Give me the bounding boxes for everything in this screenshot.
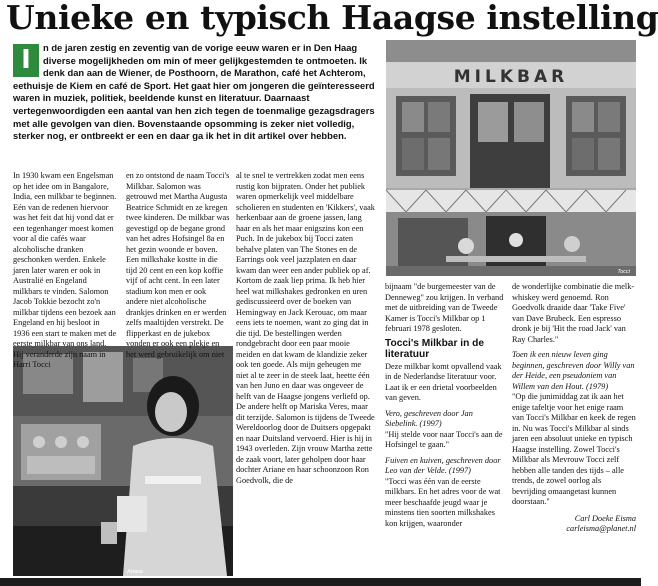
article-paragraph: al te snel te vertrekken zodat men eens rustig kon bijpraten. Onder het publiek waren opmerkelijk veel middelbare scholieren en studenten en 'Kikkers', vaak herkenbaar aan de groene jassen, lang haar en als het maar enigszins kon een Puch. In de jukebox bij Tocci zaten behalve platen van The Stones en de Earrings ook veel jazzplaten en daar kwam dan weer een ander publiek op af. Kortom de zaak liep prima. Ik heb hier heel wat milkshakes gedronken en uren gediscussieerd over de boeken van Hemingway en Jack Kerouac, om maar eens iets te noemen, want zo ging dat in die tijd. De bestellingen werden rondgebracht door een paar mooie meiden en dat kwam de klandizie zeker ook ten goede. Als mijn geheugen me niet al te zeer in de steek laat, heette één van hen Juno en daar was ongeveer de helft van de Haagse jongens verliefd op. De andere helft op Mariska Veres, maar dit terzijde. Salomon is tijdens de Tweede Wereldoorlog door de Duitsers opgepakt en naar Duitsland vervoerd. Hier is hij in 1943 overleden. Zijn vrouw Martha zette de zaak voort, later geholpen door haar dochter Ariane en haar schoonzoon Ron Goedvolk, die de — [236, 171, 375, 485]
article-column-5 — [512, 282, 636, 576]
milkbar-sign: MILKBAR — [453, 67, 569, 87]
article-paragraph: bijnaam "de burgemeester van de Denneweg" zou krijgen. In verband met de uitbreiding van de Tweede Kamer is Tocci's Milkbar op 1 februari 1978 gesloten. — [385, 282, 504, 333]
facade-illustration — [386, 40, 636, 276]
quote-text: "Hij stelde voor naar Tocci's aan de Hofsingel te gaan." — [385, 429, 503, 449]
page-bottom-rule — [0, 578, 641, 586]
intro-text: n de jaren zestig en zeventig van de vorige eeuw waren er in Den Haag diverse mogelijkheden om min of meer gelijkgestemden te ontmoeten. Ik denk dan aan de Wiener, de Posthoorn, de Marathon, café het Achterom, eethuisje de Kiem en café de Sport. Het gaat hier om jongeren die geïnteresseerd waren in muziek, politiek, beeldende kunst en literatuur. Daarnaast vertegenwoordigden een aantal van hen zich tegen de toenmalige gezagsdragers met alle gevolgen van dien. Bovenstaande opsomming is zeker niet volledig, sterker nog, er ontbreekt er een en daar ga ik het in dit artikel over hebben. — [13, 42, 375, 142]
quote-source: Fuiven en kuiven, geschreven door Leo van der Velde. (1997) — [385, 455, 501, 475]
bar-illustration — [13, 346, 233, 576]
quote-text: de wonderlijke combinatie die melk-whiskey werd genoemd. Ron Goedvolk draaide daar 'Take Five' van Dave Brubeck. Een espresso dronk je bij 'Hit the road Jack' van Ray Charles." — [512, 282, 635, 344]
intro-paragraph — [13, 42, 380, 143]
milkbar-facade-photo — [386, 40, 636, 276]
article-paragraph: en zo ontstond de naam Tocci's Milkbar. Salomon was getrouwd met Martha Augusta Beatrice Schmidt en ze kregen twee kinderen. De milkbar was gevestigd op de begane grond van het adres Hofsingel 8a en het gezin woonde er boven. Een milkshake kostte in die tijd 20 cent en een kop koffie vijf of acht cent. In een later stadium kon men er ook andere niet alcoholische drankjes drinken en er werden zelfs maaltijden verstrekt. De flipperkast en de jukebox vonden er ook een plekje en het werd gebruikelijk om niet — [126, 171, 230, 359]
article-paragraph: In 1930 kwam een Engelsman op het idee om in Bangalore, India, een milkbar te beginnen. Eén van de redenen hiervoor was het feit dat hij vond dat er een tegenhanger moest komen voor al die cafés waar alcoholische dranken geschonken werden. Enkele jaren later waren er ook in Australië en Engeland milkbars te vinden. Salomon Jacob Tokkie bezocht zo'n milkbar tijdens een bezoek aan Engeland en hij besloot in 1936 een start te maken met de eerste milkbar van ons land. Hij veranderde zijn naam in Harri Tocci — [13, 171, 117, 369]
drop-cap: I — [13, 44, 39, 77]
ariane-bar-photo — [13, 346, 233, 576]
quote-source: Toen ik een nieuw leven ging beginnen, geschreven door Willy van der Heide, een pseudoniem van Willem van den Hout. (1979) — [512, 350, 635, 391]
article-column-1 — [13, 171, 117, 369]
page-title: Unieke en typisch Haagse instelling — [6, 0, 658, 37]
quote-text: "Tocci was één van de eerste milkbars. En het adres voor de wat meer beschaafde jeugd waar je minstens tien soorten milkshakes kon krijgen, waaronder — [385, 476, 501, 528]
article-column-3 — [236, 171, 375, 575]
photo-caption: Tocci — [617, 269, 630, 275]
article-column-4 — [385, 282, 507, 576]
article-column-2 — [126, 171, 230, 359]
author-name: Carl Doeke Eisma — [574, 513, 636, 523]
photo-caption: Ariane — [127, 569, 143, 575]
article-paragraph: Deze milkbar komt opvallend vaak in de Nederlandse literatuur voor. Laat ik er een drietal voorbeelden van geven. — [385, 361, 502, 402]
quote-source: Vero, geschreven door Jan Siebelink. (1997) — [385, 408, 473, 428]
author-email: carleisma@planet.nl — [566, 524, 636, 533]
section-heading: Tocci's Milkbar in de literatuur — [385, 337, 485, 360]
quote-text: "Op die junimiddag zat ik aan het enige tafeltje voor het enige raam van Tocci's Milkbar en keek de regen in. Nu was Tocci's Milkbar al sinds jaren een absoluut unieke en typisch Haagse instelling. Zowel Tocci's Milkbar als Mevrouw Tocci zelf hebben alle tanden des tijds – alle trends, de zowel oorlog als bevrijding omaangetast kunnen doorstaan." — [512, 392, 636, 506]
